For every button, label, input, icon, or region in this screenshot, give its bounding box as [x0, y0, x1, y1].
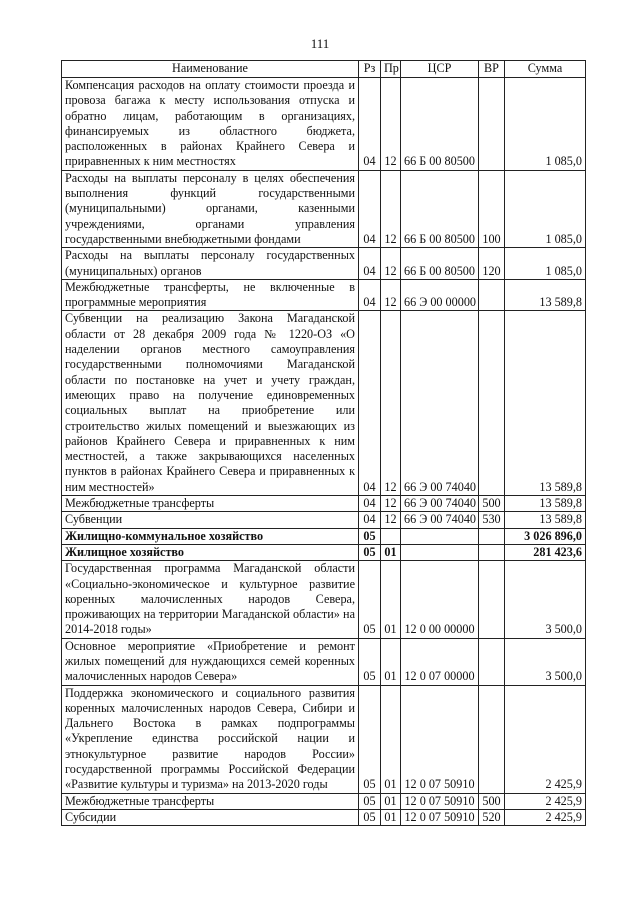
cell-csr: 12 0 07 50910 — [401, 685, 479, 793]
cell-pr: 01 — [381, 809, 401, 825]
cell-vr: 100 — [479, 170, 505, 247]
cell-csr: 66 Э 00 74040 — [401, 512, 479, 528]
cell-sum: 1 085,0 — [505, 170, 586, 247]
cell-name: Межбюджетные трансферты, не включенные в программные мероприятия — [62, 279, 359, 311]
header-rz: Рз — [359, 61, 381, 78]
cell-sum: 2 425,9 — [505, 809, 586, 825]
cell-pr: 01 — [381, 793, 401, 809]
table-row — [62, 279, 586, 311]
header-name: Наименование — [62, 61, 359, 78]
table-row — [62, 78, 586, 171]
cell-csr: 12 0 00 00000 — [401, 561, 479, 638]
cell-vr — [479, 78, 505, 171]
cell-csr — [401, 528, 479, 544]
page-number: 111 — [310, 36, 330, 51]
cell-rz: 05 — [359, 528, 381, 544]
cell-vr: 520 — [479, 809, 505, 825]
cell-sum: 13 589,8 — [505, 311, 586, 496]
cell-vr: 500 — [479, 496, 505, 512]
cell-csr: 66 Б 00 80500 — [401, 170, 479, 247]
cell-rz: 04 — [359, 78, 381, 171]
cell-pr: 12 — [381, 78, 401, 171]
cell-rz: 05 — [359, 685, 381, 793]
cell-name: Расходы на выплаты персоналу в целях обеспечения выполнения функций государственными (муниципальными) органами, казенными учреждениями, органами управления государственными внебюджетными фондами — [62, 170, 359, 247]
cell-name: Жилищное хозяйство — [62, 544, 359, 560]
cell-sum: 1 085,0 — [505, 248, 586, 280]
cell-sum: 281 423,6 — [505, 544, 586, 560]
cell-sum: 3 500,0 — [505, 561, 586, 638]
cell-vr — [479, 528, 505, 544]
cell-name: Жилищно-коммунальное хозяйство — [62, 528, 359, 544]
table-row — [62, 793, 586, 809]
cell-sum: 3 500,0 — [505, 638, 586, 685]
cell-name: Компенсация расходов на оплату стоимости проезда и провоза багажа к месту использования отпуска и обратно лицам, работающим в организациях, финансируемых из областного бюджета, расположенных в районах Крайнего Севера и приравненных к ним местностях — [62, 78, 359, 171]
cell-csr: 12 0 07 50910 — [401, 809, 479, 825]
cell-csr — [401, 544, 479, 560]
cell-name: Поддержка экономического и социального развития коренных малочисленных народов Севера, Сибири и Дальнего Востока в рамках подпрограммы «Укрепление единства российской нации и этнокультурное развитие народов России» государственной программы Российской Федерации «Развитие культуры и туризма» на 2013-2020 годы — [62, 685, 359, 793]
cell-sum: 13 589,8 — [505, 279, 586, 311]
cell-pr: 01 — [381, 561, 401, 638]
cell-sum: 2 425,9 — [505, 793, 586, 809]
table-row — [62, 685, 586, 793]
cell-csr: 66 Б 00 80500 — [401, 78, 479, 171]
cell-csr: 66 Б 00 80500 — [401, 248, 479, 280]
cell-pr: 12 — [381, 170, 401, 247]
cell-pr: 01 — [381, 638, 401, 685]
cell-rz: 04 — [359, 170, 381, 247]
cell-name: Межбюджетные трансферты — [62, 793, 359, 809]
cell-name: Субвенции на реализацию Закона Магаданской области от 28 декабря 2009 года № 1220-ОЗ «О наделении органов местного самоуправления государственными полномочиями Магаданской области по постановке на учет и учету граждан, имеющих право на получение единовременных социальных выплат на приобретение или строительство жилых помещений и выезжающих из районов Крайнего Севера и приравненных к ним местностей, а также закрывающихся населенных пунктов в районах Крайнего Севера и приравненных к ним местностей» — [62, 311, 359, 496]
cell-name: Государственная программа Магаданской области «Социально-экономическое и культурное развитие коренных малочисленных народов Севера, проживающих на территории Магаданской области» на 2014-2018 годы» — [62, 561, 359, 638]
cell-rz: 05 — [359, 809, 381, 825]
table-row — [62, 544, 586, 560]
cell-vr: 120 — [479, 248, 505, 280]
cell-pr: 12 — [381, 248, 401, 280]
cell-csr: 66 Э 00 74040 — [401, 311, 479, 496]
table-row — [62, 809, 586, 825]
cell-rz: 04 — [359, 512, 381, 528]
table-header-row — [62, 61, 586, 78]
table-row — [62, 248, 586, 280]
cell-rz: 04 — [359, 311, 381, 496]
cell-vr — [479, 279, 505, 311]
cell-rz: 05 — [359, 544, 381, 560]
cell-vr: 500 — [479, 793, 505, 809]
cell-vr — [479, 638, 505, 685]
cell-rz: 04 — [359, 279, 381, 311]
table-row — [62, 512, 586, 528]
table-body — [62, 78, 586, 826]
cell-name: Расходы на выплаты персоналу государственных (муниципальных) органов — [62, 248, 359, 280]
table-row — [62, 528, 586, 544]
cell-pr — [381, 528, 401, 544]
table-row — [62, 170, 586, 247]
cell-csr: 12 0 07 00000 — [401, 638, 479, 685]
table-row — [62, 561, 586, 638]
cell-name: Субвенции — [62, 512, 359, 528]
cell-sum: 2 425,9 — [505, 685, 586, 793]
cell-pr: 01 — [381, 685, 401, 793]
header-sum: Сумма — [505, 61, 586, 78]
cell-pr: 12 — [381, 279, 401, 311]
header-pr: Пр — [381, 61, 401, 78]
cell-csr: 66 Э 00 74040 — [401, 496, 479, 512]
cell-rz: 04 — [359, 496, 381, 512]
cell-pr: 12 — [381, 311, 401, 496]
cell-name: Субсидии — [62, 809, 359, 825]
cell-sum: 1 085,0 — [505, 78, 586, 171]
table-row — [62, 638, 586, 685]
cell-rz: 04 — [359, 248, 381, 280]
cell-pr: 12 — [381, 496, 401, 512]
cell-vr — [479, 311, 505, 496]
cell-vr — [479, 685, 505, 793]
cell-sum: 13 589,8 — [505, 512, 586, 528]
cell-csr: 12 0 07 50910 — [401, 793, 479, 809]
cell-pr: 12 — [381, 512, 401, 528]
cell-name: Основное мероприятие «Приобретение и ремонт жилых помещений для нуждающихся семей коренных малочисленных народов Севера» — [62, 638, 359, 685]
header-vr: ВР — [479, 61, 505, 78]
cell-csr: 66 Э 00 00000 — [401, 279, 479, 311]
cell-vr — [479, 561, 505, 638]
table-row — [62, 496, 586, 512]
cell-vr: 530 — [479, 512, 505, 528]
header-csr: ЦСР — [401, 61, 479, 78]
cell-rz: 05 — [359, 561, 381, 638]
cell-sum: 3 026 896,0 — [505, 528, 586, 544]
cell-rz: 05 — [359, 638, 381, 685]
cell-vr — [479, 544, 505, 560]
cell-sum: 13 589,8 — [505, 496, 586, 512]
table-row — [62, 311, 586, 496]
budget-table — [61, 60, 586, 826]
cell-rz: 05 — [359, 793, 381, 809]
cell-pr: 01 — [381, 544, 401, 560]
cell-name: Межбюджетные трансферты — [62, 496, 359, 512]
